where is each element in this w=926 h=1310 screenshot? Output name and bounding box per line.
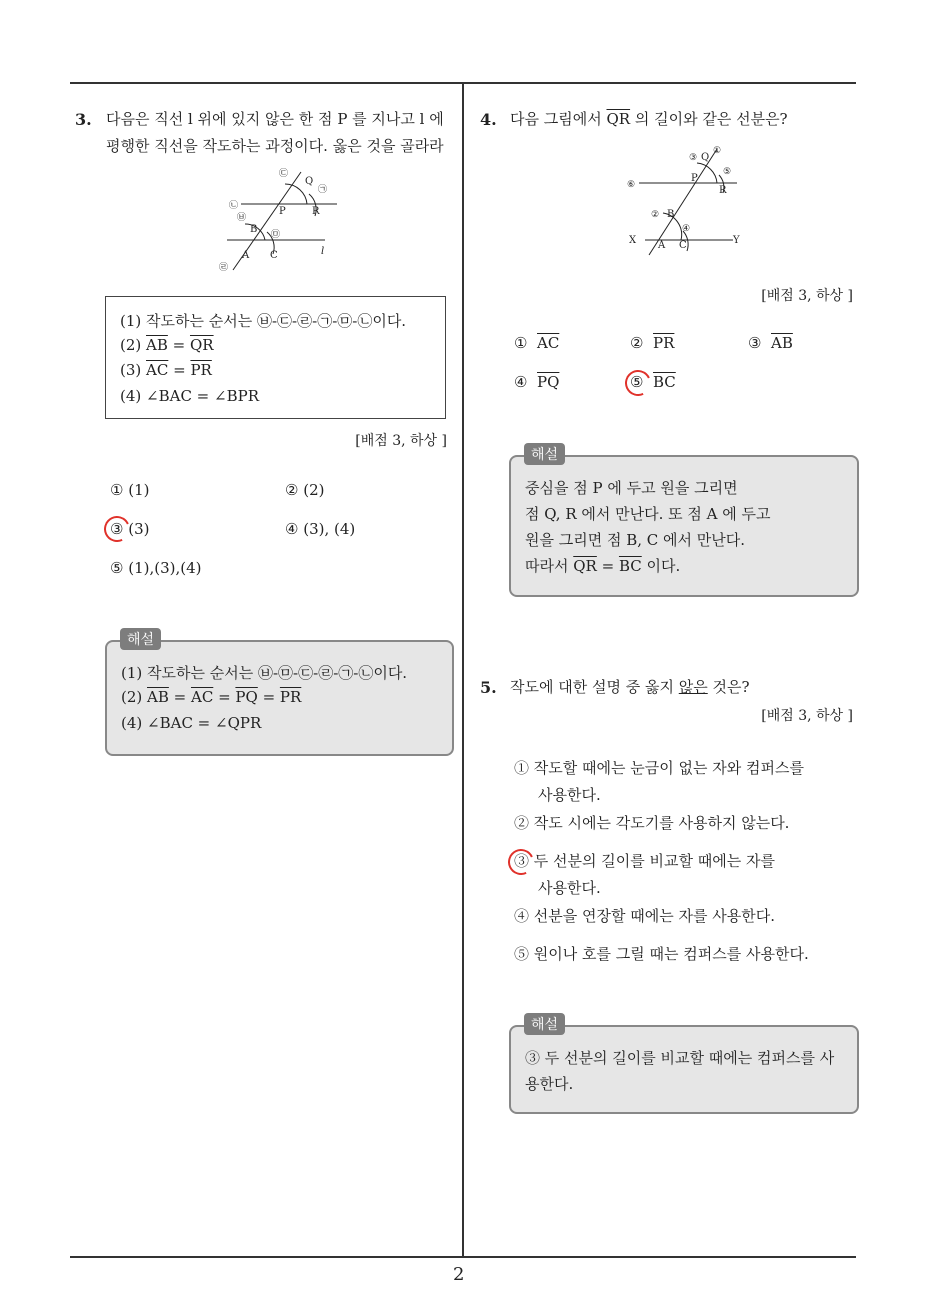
q3-statement-1: (1) 작도하는 순서는 ㉥-㉢-㉣-㉠-㉤-㉡이다. xyxy=(120,312,407,330)
q3-option-4[interactable]: ④ (3), (4) xyxy=(285,520,356,538)
q3-statement-3: (3) $\overline{AC} = \overline{PR}$ xyxy=(120,361,212,379)
q5-number: 5. xyxy=(480,678,497,697)
fig4-point-q: Q xyxy=(701,152,710,163)
fig4-point-y: Y xyxy=(733,235,740,246)
fig4-label-5: ⑤ xyxy=(723,167,732,177)
fig4-label-6: ⑥ xyxy=(627,180,636,190)
q4-figure xyxy=(625,143,745,258)
fig3-label-f: ㉥ xyxy=(237,213,247,223)
q4-solution-tag: 해설 xyxy=(524,443,565,465)
q5-option-3-line1: ③ 두 선분의 길이를 비교할 때에는 자를 xyxy=(514,852,775,870)
q5-score: [배점 3, 하상 ] xyxy=(761,708,853,724)
q5-option-3[interactable] xyxy=(514,848,775,902)
fig4-label-4: ④ xyxy=(682,224,691,234)
q4-solution-line4: 따라서 $\overline{QR} = \overline{BC}$ 이다. xyxy=(525,557,681,575)
q4-option-1[interactable]: ① $\overline{AC}$ xyxy=(514,334,560,352)
q5-solution-box xyxy=(509,1025,859,1114)
q3-solution-line3: (4) ∠BAC = ∠QPR xyxy=(121,714,262,732)
q3-statement-box xyxy=(105,296,446,419)
fig4-label-1: ① xyxy=(713,146,722,156)
q3-statement-4: (4) ∠BAC = ∠BPR xyxy=(120,387,259,405)
q5-text: 작도에 대한 설명 중 옳지 않은 것은? xyxy=(510,678,750,696)
fig4-point-c: C xyxy=(679,240,687,251)
q3-number: 3. xyxy=(75,110,92,129)
q3-solution-tag: 해설 xyxy=(120,628,161,650)
page-number: 2 xyxy=(453,1264,465,1285)
q5-solution-line2: 용한다. xyxy=(525,1075,574,1093)
fig3-point-a: A xyxy=(242,250,250,261)
q5-option-1-line1: ① 작도할 때에는 눈금이 없는 자와 컴퍼스를 xyxy=(514,759,804,777)
fig4-label-2: ② xyxy=(651,210,660,220)
q4-solution-line2: 점 Q, R 에서 만난다. 또 점 A 에 두고 xyxy=(525,505,771,523)
fig3-point-b: B xyxy=(250,224,258,235)
q4-answer-mark xyxy=(621,366,654,399)
q3-solution-line1: (1) 작도하는 순서는 ㉥-㉤-㉢-㉣-㉠-㉡이다. xyxy=(121,664,408,682)
fig3-label-b: ㉡ xyxy=(229,201,239,211)
fig4-point-x: X xyxy=(629,235,637,246)
fig3-point-p: P xyxy=(279,206,286,217)
q5-solution-tag: 해설 xyxy=(524,1013,565,1035)
fig3-label-d: ㉣ xyxy=(219,263,229,273)
fig4-label-3: ③ xyxy=(689,153,698,163)
q5-option-1-line2: 사용한다. xyxy=(538,786,601,804)
q3-solution-line2: (2) $\overline{AB} = \overline{AC} = \overline{PQ} = \overline{PR}$ xyxy=(121,688,302,706)
bottom-rule xyxy=(70,1256,856,1258)
q5-option-4[interactable]: ④ 선분을 연장할 때에는 자를 사용한다. xyxy=(514,907,775,925)
fig3-point-c: C xyxy=(270,250,278,261)
fig4-point-a: A xyxy=(658,240,666,251)
q4-option-3[interactable]: ③ $\overline{AB}$ xyxy=(748,334,793,352)
q3-option-1[interactable]: ① (1) xyxy=(110,481,150,499)
fig3-label-e: ㉤ xyxy=(271,230,281,240)
q5-option-3-line2: 사용한다. xyxy=(538,879,601,897)
q5-option-2[interactable]: ② 작도 시에는 각도기를 사용하지 않는다. xyxy=(514,814,790,832)
q4-solution-line3: 원을 그리면 점 B, C 에서 만난다. xyxy=(525,531,746,549)
q3-figure xyxy=(215,162,345,277)
column-divider xyxy=(462,82,464,1257)
q4-option-4[interactable]: ④ $\overline{PQ}$ xyxy=(514,373,560,391)
q3-text-line1: 다음은 직선 l 위에 있지 않은 한 점 P 를 지나고 l 에 xyxy=(106,110,444,128)
q3-option-5[interactable]: ⑤ (1),(3),(4) xyxy=(110,559,202,577)
fig4-point-p: P xyxy=(691,173,698,184)
q3-option-3[interactable]: ③ (3) xyxy=(110,520,150,538)
q4-number: 4. xyxy=(480,110,497,129)
fig3-point-q: Q xyxy=(305,176,314,187)
q4-score: [배점 3, 하상 ] xyxy=(761,288,853,304)
q4-solution-box xyxy=(509,455,859,597)
q3-answer-mark xyxy=(100,512,133,545)
q4-option-5[interactable]: ⑤ $\overline{BC}$ xyxy=(630,373,676,391)
q5-option-1[interactable] xyxy=(514,755,804,809)
fig3-line-l: l xyxy=(321,246,325,257)
q3-statement-2: (2) $\overline{AB} = \overline{QR}$ xyxy=(120,336,214,354)
q3-option-2[interactable]: ② (2) xyxy=(285,481,325,499)
q3-solution-box xyxy=(105,640,454,756)
q5-option-5[interactable]: ⑤ 원이나 호를 그릴 때는 컴퍼스를 사용한다. xyxy=(514,945,809,963)
fig4-point-r: R xyxy=(719,185,727,196)
q4-option-2[interactable]: ② $\overline{PR}$ xyxy=(630,334,675,352)
fig3-point-r: R xyxy=(312,206,320,217)
q4-text: 다음 그림에서 $\overline{QR}$ 의 길이와 같은 선분은? xyxy=(510,110,788,128)
fig3-label-c: ㉢ xyxy=(279,169,289,179)
q3-text-line2: 평행한 직선을 작도하는 과정이다. 옳은 것을 골라라 xyxy=(106,137,444,155)
q3-score: [배점 3, 하상 ] xyxy=(355,433,447,449)
fig3-label-a: ㉠ xyxy=(318,185,328,195)
q4-solution-line1: 중심을 점 P 에 두고 원을 그리면 xyxy=(525,479,738,497)
q5-solution-line1: ③ 두 선분의 길이를 비교할 때에는 컴퍼스를 사 xyxy=(525,1049,835,1067)
fig4-point-b: B xyxy=(667,209,675,220)
